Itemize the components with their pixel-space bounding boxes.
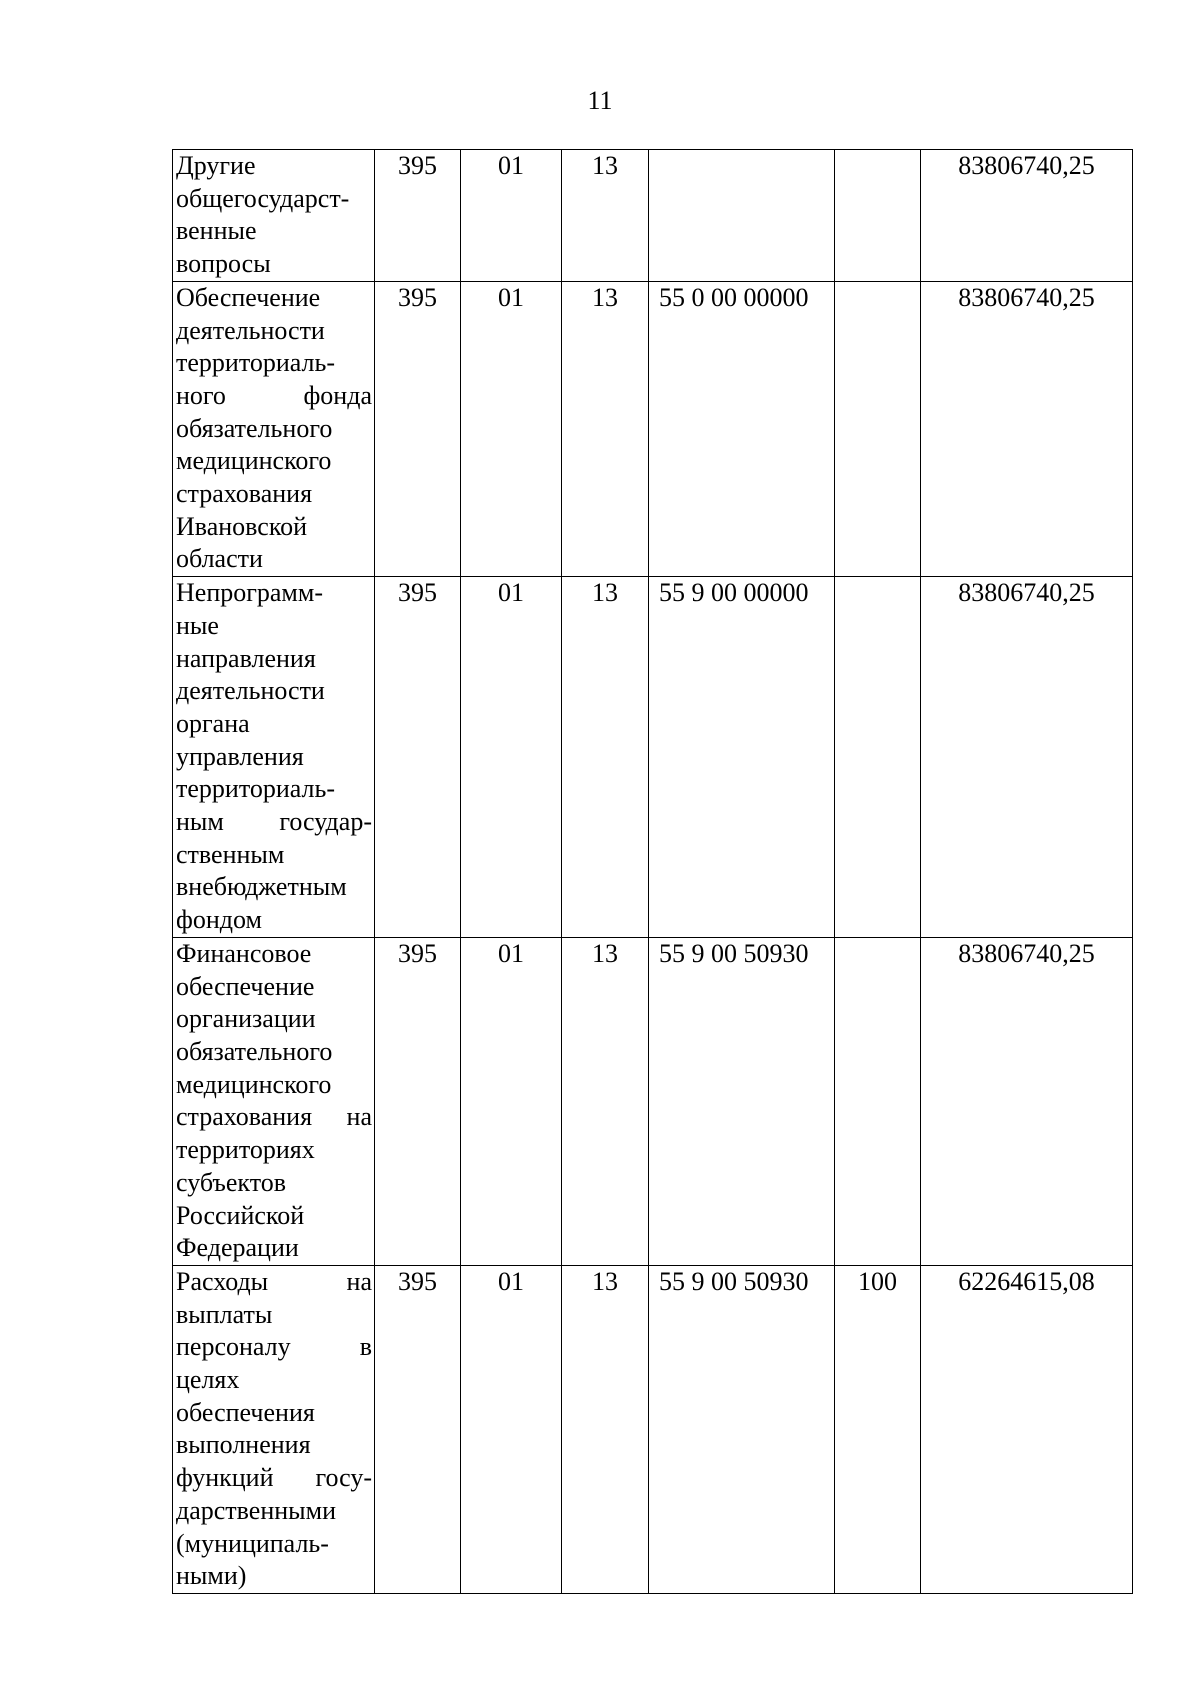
name-line: субъектов bbox=[176, 1167, 287, 1197]
cell-name bbox=[173, 577, 375, 938]
page-number: 11 bbox=[587, 86, 613, 115]
cell-subsection: 13 bbox=[562, 150, 649, 282]
budget-table bbox=[172, 149, 1133, 1594]
name-line: направления bbox=[176, 643, 316, 673]
name-line: вопросы bbox=[176, 249, 271, 279]
table-row bbox=[173, 937, 1133, 1265]
cell-expense-type bbox=[835, 577, 921, 938]
name-line: медицинского bbox=[176, 446, 332, 476]
name-line: территориях bbox=[176, 1135, 315, 1165]
name-line: Российской bbox=[176, 1200, 305, 1230]
table-row bbox=[173, 281, 1133, 576]
name-line: ственным bbox=[176, 839, 285, 869]
cell-name bbox=[173, 1265, 375, 1593]
name-line: внебюджетным bbox=[176, 872, 347, 902]
name-line: венные bbox=[176, 216, 257, 246]
cell-target-article bbox=[649, 150, 835, 282]
name-line: персоналу в bbox=[176, 1332, 372, 1362]
name-line: ным государ- bbox=[176, 807, 372, 837]
name-line: территориаль- bbox=[176, 348, 336, 378]
table-body bbox=[173, 150, 1133, 1594]
name-line: страхования bbox=[176, 479, 313, 509]
name-line: управления bbox=[176, 741, 304, 771]
cell-name bbox=[173, 150, 375, 282]
name-line: деятельности bbox=[176, 676, 325, 706]
cell-target-article: 55 9 00 00000 bbox=[649, 577, 835, 938]
name-line: Финансовое bbox=[176, 938, 312, 968]
name-line: организации bbox=[176, 1004, 316, 1034]
name-line: обеспечения bbox=[176, 1397, 315, 1427]
name-line: Другие bbox=[176, 151, 256, 180]
cell-expense-type: 100 bbox=[835, 1265, 921, 1593]
table-row bbox=[173, 1265, 1133, 1593]
name-line: дарственными bbox=[176, 1495, 336, 1525]
cell-target-article: 55 0 00 00000 bbox=[649, 281, 835, 576]
cell-grbs: 395 bbox=[375, 1265, 461, 1593]
cell-subsection: 13 bbox=[562, 577, 649, 938]
name-line: Обеспечение bbox=[176, 282, 321, 312]
cell-name bbox=[173, 937, 375, 1265]
table-row bbox=[173, 577, 1133, 938]
name-line: функций госу- bbox=[176, 1463, 372, 1493]
cell-grbs: 395 bbox=[375, 577, 461, 938]
name-line: фондом bbox=[176, 905, 262, 935]
name-line: Непрограмм- bbox=[176, 578, 323, 608]
cell-amount: 83806740,25 bbox=[921, 281, 1133, 576]
cell-target-article: 55 9 00 50930 bbox=[649, 937, 835, 1265]
cell-section: 01 bbox=[461, 150, 562, 282]
cell-section: 01 bbox=[461, 937, 562, 1265]
name-line: страхования на bbox=[176, 1102, 372, 1132]
name-line: ные bbox=[176, 610, 219, 640]
name-line: целях bbox=[176, 1365, 240, 1395]
name-line: ными) bbox=[176, 1561, 247, 1591]
cell-expense-type bbox=[835, 281, 921, 576]
name-line: органа bbox=[176, 708, 250, 738]
name-line: Расходы на bbox=[176, 1266, 372, 1296]
cell-section: 01 bbox=[461, 281, 562, 576]
cell-amount: 62264615,08 bbox=[921, 1265, 1133, 1593]
name-line: обеспечение bbox=[176, 971, 315, 1001]
name-line: выплаты bbox=[176, 1299, 273, 1329]
name-line: деятельности bbox=[176, 315, 325, 345]
name-line: обязательного bbox=[176, 413, 333, 443]
name-line: общегосударст- bbox=[176, 183, 350, 213]
cell-amount: 83806740,25 bbox=[921, 577, 1133, 938]
cell-section: 01 bbox=[461, 577, 562, 938]
name-line: (муниципаль- bbox=[176, 1528, 329, 1558]
cell-expense-type bbox=[835, 150, 921, 282]
name-line: области bbox=[176, 544, 263, 574]
cell-expense-type bbox=[835, 937, 921, 1265]
name-line: территориаль- bbox=[176, 774, 336, 804]
cell-section: 01 bbox=[461, 1265, 562, 1593]
name-line: Ивановской bbox=[176, 511, 308, 541]
cell-grbs: 395 bbox=[375, 937, 461, 1265]
name-line: ного фонда bbox=[176, 380, 372, 410]
name-line: медицинского bbox=[176, 1069, 332, 1099]
cell-subsection: 13 bbox=[562, 1265, 649, 1593]
cell-subsection: 13 bbox=[562, 281, 649, 576]
cell-amount: 83806740,25 bbox=[921, 937, 1133, 1265]
cell-grbs: 395 bbox=[375, 150, 461, 282]
cell-subsection: 13 bbox=[562, 937, 649, 1265]
name-line: Федерации bbox=[176, 1233, 299, 1263]
cell-target-article: 55 9 00 50930 bbox=[649, 1265, 835, 1593]
name-line: обязательного bbox=[176, 1036, 333, 1066]
table-row bbox=[173, 150, 1133, 282]
cell-amount: 83806740,25 bbox=[921, 150, 1133, 282]
cell-grbs: 395 bbox=[375, 281, 461, 576]
name-line: выполнения bbox=[176, 1430, 311, 1460]
cell-name bbox=[173, 281, 375, 576]
